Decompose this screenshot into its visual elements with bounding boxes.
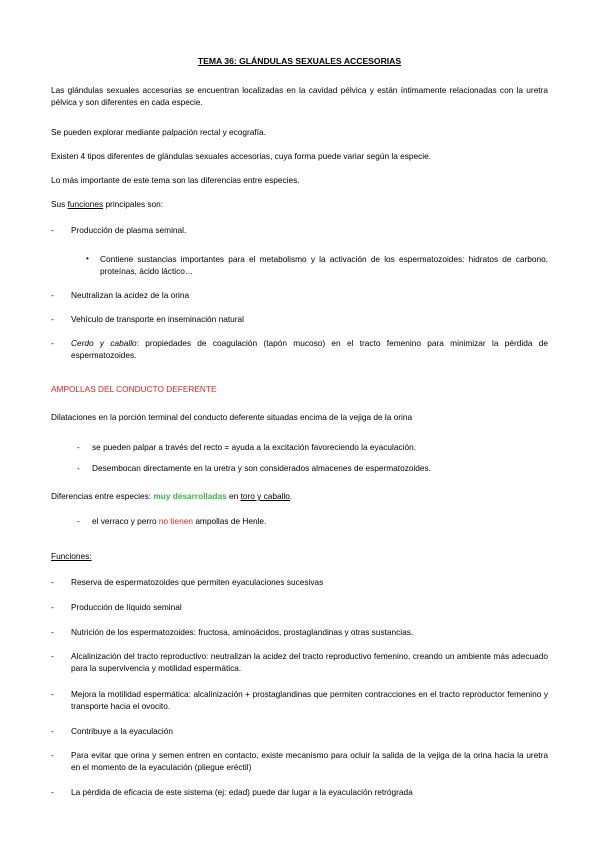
function-item-3: Vehículo de transporte en inseminación natural bbox=[71, 314, 244, 324]
funcion-item-5: Mejora la motilidad espermática: alcalinización + prostaglandinas que permiten contracciones en el tracto reproductor femenino y transporte hacia el ovocito. bbox=[71, 689, 548, 711]
funcion-item-4: Alcalinización del tracto reproductivo: neutralizan la acidez del tracto reproductivo femenino, creando un ambiente más adecuado para la supervivencia y motilidad espermática. bbox=[71, 651, 548, 673]
dash-marker: - bbox=[51, 651, 54, 661]
diff-mid: en bbox=[226, 491, 241, 501]
dash-marker: - bbox=[77, 463, 80, 473]
function-item-4 bbox=[71, 337, 548, 361]
species-differences bbox=[51, 490, 548, 502]
function-item-2: Neutralizan la acidez de la orina bbox=[71, 290, 190, 300]
funciones-heading: Funciones: bbox=[51, 551, 92, 561]
function-item-4-rest: : propiedades de coagulación (tapón mucoso) en el tracto femenino para minimizar la pérdida de espermatozoides. bbox=[71, 338, 548, 360]
intro-paragraph-3: Existen 4 tipos diferentes de glándulas sexuales accesorias, cuya forma puede variar según la especie. bbox=[51, 151, 432, 161]
bullet-icon: • bbox=[86, 254, 89, 263]
dash-marker: - bbox=[51, 787, 54, 797]
dash-marker: - bbox=[77, 442, 80, 452]
function-subitem-1: Contiene sustancias importantes para el metabolismo y la activación de los espermatozoides: hidratos de carbono, proteínas, ácido láctico… bbox=[100, 254, 548, 276]
page-title: TEMA 36: GLÁNDULAS SEXUALES ACCESORIAS bbox=[197, 56, 402, 66]
funcion-item-3: Nutrición de los espermatozoides: fructosa, aminoácidos, prostaglandinas y otras sustancias. bbox=[71, 627, 414, 637]
ampollas-subitem-3 bbox=[92, 515, 548, 527]
diff-species-underlined: toro y caballo bbox=[240, 491, 290, 501]
sub3-suffix: ampollas de Henle. bbox=[193, 516, 267, 526]
dash-marker: - bbox=[51, 314, 54, 324]
intro-paragraph-1: Las glándulas sexuales accesorias se encuentran localizadas en la cavidad pélvica y están íntimamente relacionadas con la uretra pélvica y son diferentes en cada especie. bbox=[51, 85, 548, 107]
dash-marker: - bbox=[51, 726, 54, 736]
funcion-item-2: Producción de líquido seminal bbox=[71, 602, 182, 612]
dash-marker: - bbox=[51, 602, 54, 612]
ampollas-subitem-1: se pueden palpar a través del recto = ayuda a la excitación favoreciendo la eyaculación. bbox=[92, 442, 417, 452]
section-heading-ampollas: AMPOLLAS DEL CONDUCTO DEFERENTE bbox=[51, 384, 217, 394]
diff-highlight-green: muy desarrolladas bbox=[153, 491, 227, 501]
diff-prefix: Diferencias entre especies: bbox=[51, 491, 154, 501]
functions-underlined: funciones bbox=[67, 199, 104, 209]
dash-marker: - bbox=[51, 750, 54, 760]
ampollas-description: Dilataciones en la porción terminal del conducto deferente situadas encima de la vejiga de la orina bbox=[51, 412, 413, 422]
intro-paragraph-4: Lo más importante de este tema son las diferencias entre especies. bbox=[51, 175, 300, 185]
functions-suffix: principales son: bbox=[103, 199, 164, 209]
dash-marker: - bbox=[77, 516, 80, 526]
ampollas-subitem-2: Desembocan directamente en la uretra y son considerados almacenes de espermatozoides. bbox=[92, 463, 431, 473]
dash-marker: - bbox=[51, 290, 54, 300]
dash-marker: - bbox=[51, 577, 54, 587]
dash-marker: - bbox=[51, 338, 54, 348]
dash-marker: - bbox=[51, 627, 54, 637]
dash-marker: - bbox=[51, 225, 54, 235]
intro-paragraph-5 bbox=[51, 198, 548, 210]
funcion-item-1: Reserva de espermatozoides que permiten eyaculaciones sucesivas bbox=[71, 577, 324, 587]
funcion-item-8: La pérdida de eficacia de este sistema (ej: edad) puede dar lugar a la eyaculación retrógrada bbox=[71, 787, 413, 797]
dash-marker: - bbox=[51, 689, 54, 699]
function-item-1: Producción de plasma seminal. bbox=[71, 225, 187, 235]
functions-prefix: Sus bbox=[51, 199, 68, 209]
funcion-item-6: Contribuye a la eyaculación bbox=[71, 726, 173, 736]
sub3-prefix: el verraco y perro bbox=[92, 516, 159, 526]
sub3-highlight-red: no tienen bbox=[158, 516, 194, 526]
diff-suffix: . bbox=[289, 491, 293, 501]
funcion-item-7: Para evitar que orina y semen entren en contacto, existe mecanismo para ocluir la salida de la vejiga de la orina hacia la uretra en el momento de la eyaculación (pliegue eréctil) bbox=[71, 750, 548, 772]
intro-paragraph-2: Se pueden explorar mediante palpación rectal y ecografía. bbox=[51, 127, 266, 137]
species-italic: Cerdo y caballo bbox=[71, 338, 137, 348]
